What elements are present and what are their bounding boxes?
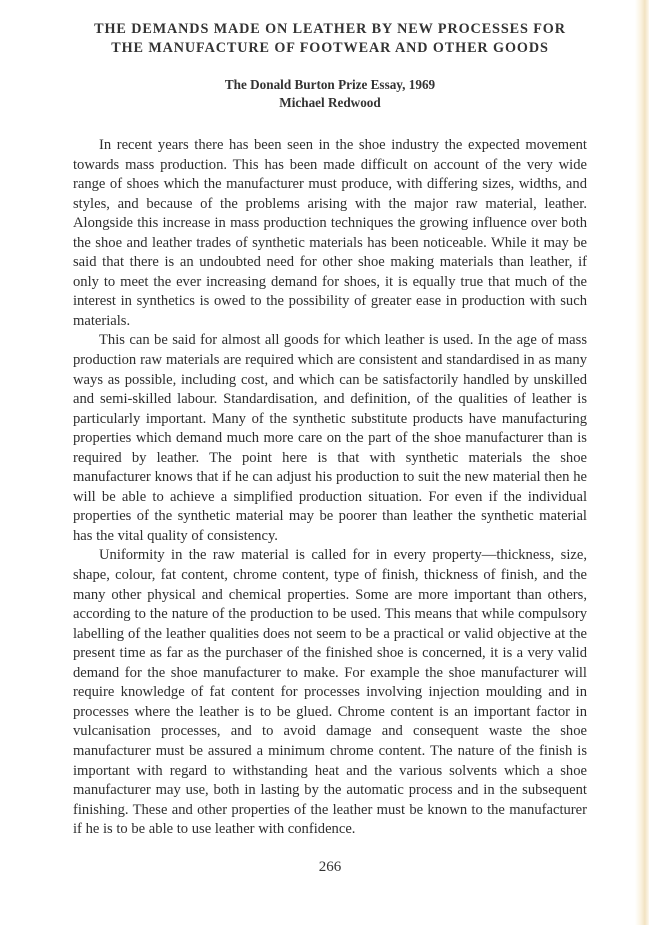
page-edge-shadow (635, 0, 649, 925)
author-name: Michael Redwood (279, 95, 381, 110)
prize-subtitle: The Donald Burton Prize Essay, 1969 (224, 77, 436, 92)
paragraph-2: This can be said for almost all goods for which leather is used. In the age of mass production raw materials are required which are consistent and standardised in as many ways as possible, including cost, and which can be satisfactorily handled by unskilled and semi-skilled labour. Standardisation, and definition, of the qualities of leather is particularly important. Many of the synthetic substitute products have manufacturing properties which demand much more care on the part of the shoe manufacturer than is required by leather. The point here is that with synthetic materials the shoe manufacturer knows that if he can adjust his production to suit the new material then he will be able to achieve a simplified production situation. For even if the individual properties of the synthetic material may be poorer than leather the synthetic material has the vital quality of consistency. (73, 332, 587, 544)
paragraph-1: In recent years there has been seen in the shoe industry the expected movement towards mass production. This has been made difficult on account of the very wide range of shoes which the manufacturer must produce, with differing sizes, widths, and styles, and because of the problems arising with the major raw material, leather. Alongside this increase in mass production techniques the growing influence over both the shoe and leather trades of synthetic materials has been noticeable. While it may be said that there is an undoubted need for other shoe making materials than leather, if only to meet the ever increasing demand for shoes, it is equally true that much of the interest in synthetics is owed to the possibility of greater ease in production with such materials. (73, 137, 587, 329)
essay-byline (73, 76, 587, 112)
essay-body (73, 136, 587, 840)
page-number: 266 (318, 859, 342, 875)
paragraph-3: Uniformity in the raw material is called for in every property—thickness, size, shape, colour, fat content, chrome content, type of finish, thickness of finish, and the many other physical and chemical properties. Some are more important than others, according to the nature of the production to be used. This means that while compulsory labelling of the leather qualities does not seem to be a practical or valid objective at the present time as far as the purchaser of the finished shoe is concerned, it is a very valid demand for the shoe manufacturer to make. For example the shoe manufacturer will require knowledge of fat content for processes involving injection moulding and in processes where the leather is to be glued. Chrome content is an important factor in vulcanisation processes, and to avoid damage and consequent waste the shoe manufacturer must be assured a minimum chrome content. The nature of the finish is important with regard to withstanding heat and the various solvents which a shoe manufacturer may use, both in lasting by the automatic process and in the subsequent finishing. These and other properties of the leather must be known to the manufacturer if he is to be able to use leather with confidence. (73, 547, 587, 838)
title-line-2: THE MANUFACTURE OF FOOTWEAR AND OTHER GOODS (111, 40, 549, 56)
title-line-1: THE DEMANDS MADE ON LEATHER BY NEW PROCESSES FOR (94, 21, 566, 37)
essay-title (67, 20, 593, 58)
